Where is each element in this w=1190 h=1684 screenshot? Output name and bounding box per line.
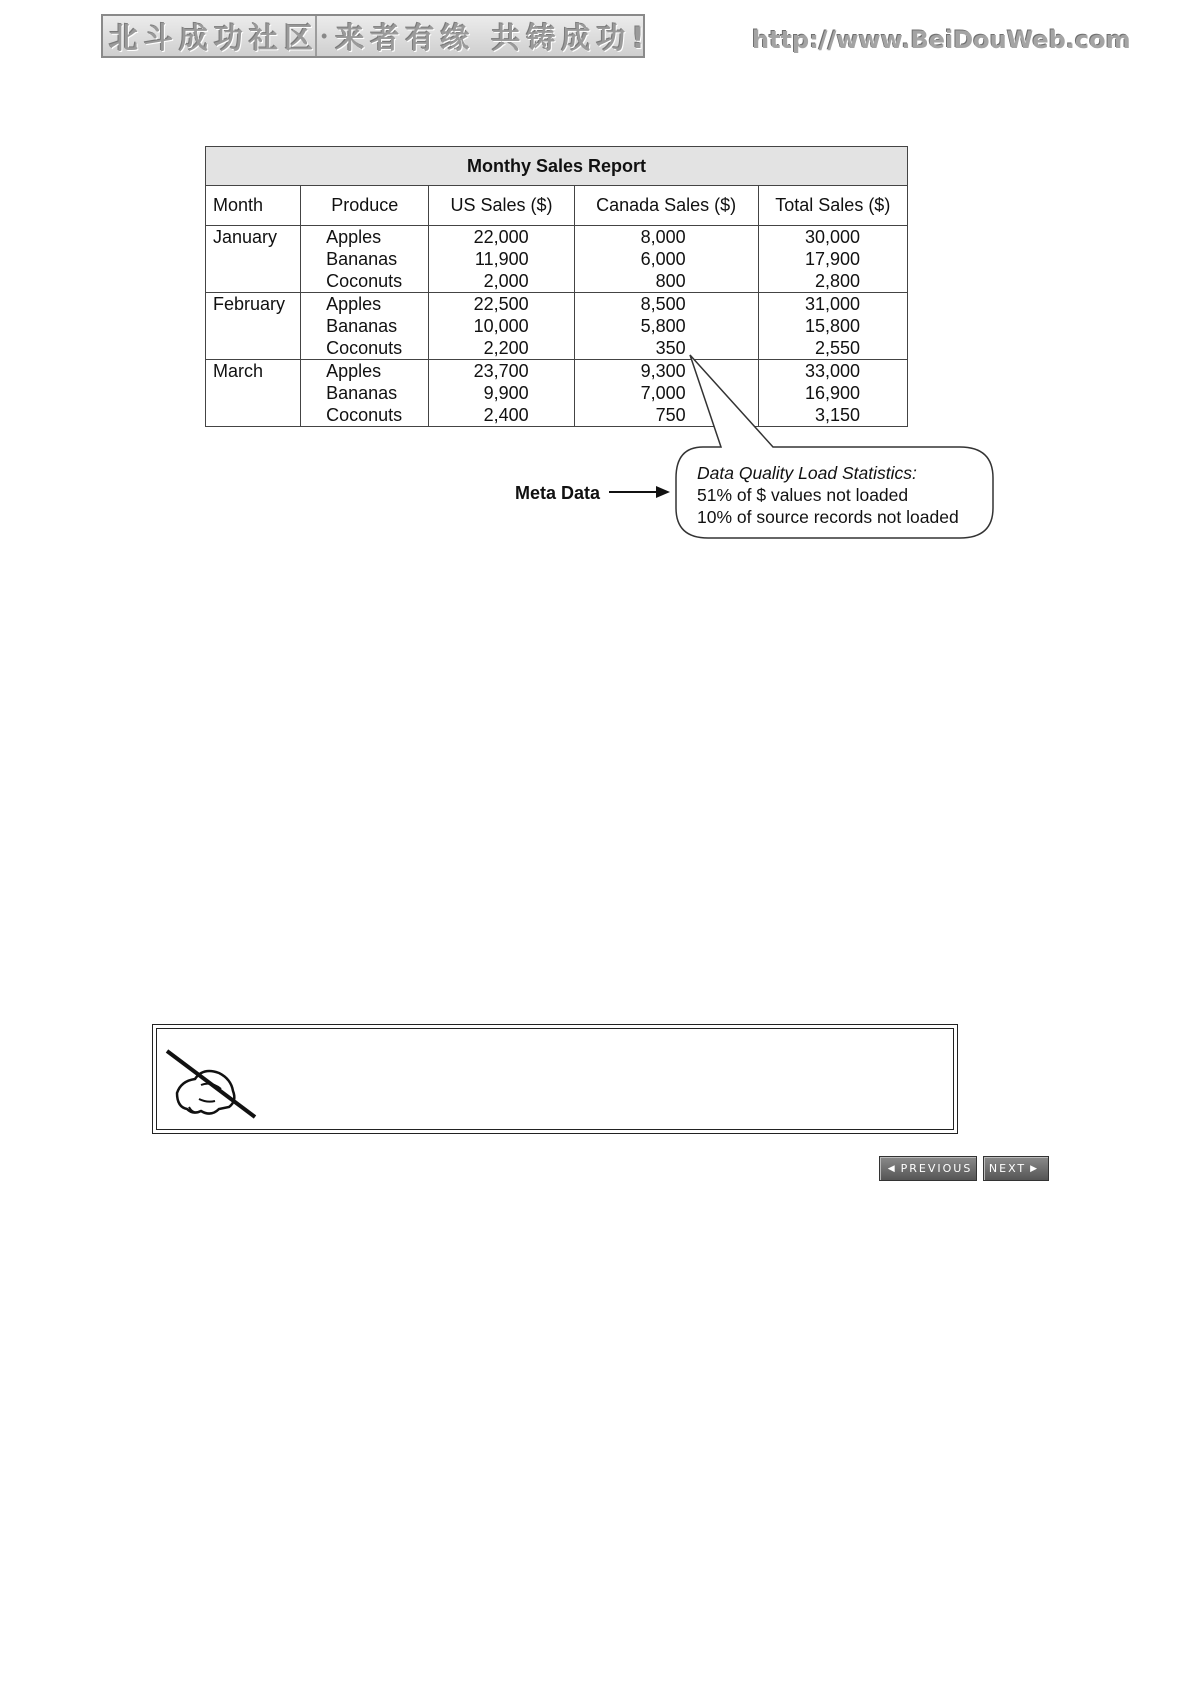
canada-sales-cell: 8,000 — [574, 226, 758, 249]
previous-button[interactable] — [879, 1156, 977, 1181]
total-sales-cell: 31,000 — [758, 293, 907, 316]
site-url: http://www.BeiDouWeb.com — [752, 26, 1131, 54]
us-sales-cell: 22,000 — [429, 226, 574, 249]
total-sales-cell: 33,000 — [758, 360, 907, 383]
column-header: Total Sales ($) — [758, 186, 907, 226]
produce-cell: Coconuts — [301, 337, 429, 360]
month-cell: February — [206, 293, 301, 316]
produce-cell: Bananas — [301, 382, 429, 404]
produce-cell: Apples — [301, 360, 429, 383]
column-header: US Sales ($) — [429, 186, 574, 226]
figure — [0, 0, 1190, 560]
canada-sales-cell: 8,500 — [574, 293, 758, 316]
total-sales-cell: 2,800 — [758, 270, 907, 293]
produce-cell: Coconuts — [301, 270, 429, 293]
triangle-left-icon: ◀ — [887, 1163, 897, 1174]
canada-sales-cell: 5,800 — [574, 315, 758, 337]
us-sales-cell: 2,200 — [429, 337, 574, 360]
month-cell: March — [206, 360, 301, 383]
banner-right-text: 来者有缘 共铸成功! — [335, 20, 651, 55]
callout-line-1: 51% of $ values not loaded — [697, 485, 909, 505]
callout-graphic — [0, 0, 1190, 560]
total-sales-cell: 15,800 — [758, 315, 907, 337]
canada-sales-cell: 350 — [574, 337, 758, 360]
canada-sales-cell: 9,300 — [574, 360, 758, 383]
callout-heading: Data Quality Load Statistics: — [697, 463, 917, 483]
column-header: Canada Sales ($) — [574, 186, 758, 226]
column-header: Produce — [301, 186, 429, 226]
banner-left-text: 北斗成功社区 — [109, 20, 320, 55]
previous-label: PREVIOUS — [900, 1162, 973, 1175]
canada-sales-cell: 6,000 — [574, 248, 758, 270]
produce-cell: Coconuts — [301, 404, 429, 427]
us-sales-cell: 11,900 — [429, 248, 574, 270]
next-label: NEXT — [988, 1162, 1027, 1175]
canada-sales-cell: 7,000 — [574, 382, 758, 404]
banner-separator: • — [315, 16, 327, 56]
us-sales-cell: 10,000 — [429, 315, 574, 337]
month-cell: January — [206, 226, 301, 249]
us-sales-cell: 9,900 — [429, 382, 574, 404]
meta-data-arrowhead — [656, 486, 670, 498]
produce-cell: Bananas — [301, 248, 429, 270]
us-sales-cell: 22,500 — [429, 293, 574, 316]
triangle-right-icon: ▶ — [1030, 1163, 1040, 1174]
note-inner — [156, 1028, 954, 1130]
us-sales-cell: 2,400 — [429, 404, 574, 427]
total-sales-cell: 3,150 — [758, 404, 907, 427]
column-header: Month — [206, 186, 301, 226]
canada-sales-cell: 800 — [574, 270, 758, 293]
total-sales-cell: 2,550 — [758, 337, 907, 360]
canada-sales-cell: 750 — [574, 404, 758, 427]
note-box — [152, 1024, 958, 1134]
produce-cell: Apples — [301, 293, 429, 316]
total-sales-cell: 16,900 — [758, 382, 907, 404]
report-title: Monthy Sales Report — [206, 147, 908, 186]
next-button[interactable] — [983, 1156, 1049, 1181]
us-sales-cell: 2,000 — [429, 270, 574, 293]
total-sales-cell: 30,000 — [758, 226, 907, 249]
callout-line-2: 10% of source records not loaded — [697, 507, 959, 527]
total-sales-cell: 17,900 — [758, 248, 907, 270]
us-sales-cell: 23,700 — [429, 360, 574, 383]
produce-cell: Bananas — [301, 315, 429, 337]
callout-text — [697, 462, 997, 528]
meta-data-label: Meta Data — [515, 483, 601, 503]
produce-cell: Apples — [301, 226, 429, 249]
hand-writing-pen-icon — [163, 1045, 259, 1125]
